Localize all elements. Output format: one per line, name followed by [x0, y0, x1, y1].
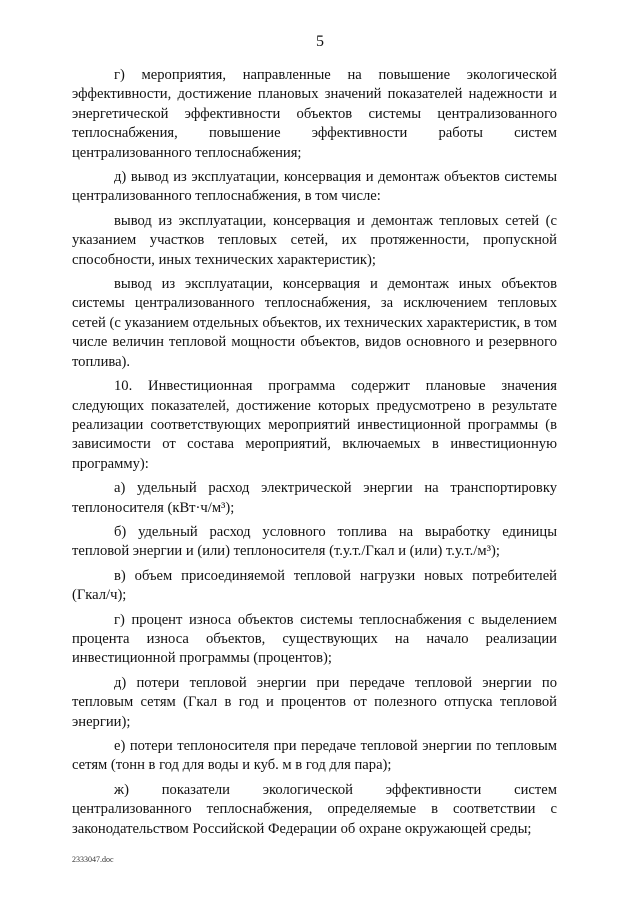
paragraph-decommission-other-objects: вывод из эксплуатации, консервация и демонтаж иных объектов системы централизованного теплоснабжения, за исключением тепловых сетей (с указанием отдельных объектов, их технических характеристик, в том числе величин тепловой мощности объектов, видов основного и резервного топлива).: [72, 276, 557, 370]
paragraph-10-investment-program: 10. Инвестиционная программа содержит плановые значения следующих показателей, достижение которых предусмотрено в результате реализации соответствующих мероприятий инвестиционной программы (в зависимости от состава мероприятий, включаемых в инвестиционную программу):: [72, 378, 557, 472]
paragraph-d-heat-losses: д) потери тепловой энергии при передаче тепловой энергии по тепловым сетям (Гкал в год и процентов от полезного отпуска тепловой энергии);: [72, 674, 557, 730]
paragraph-e-carrier-losses: е) потери теплоносителя при передаче тепловой энергии по тепловым сетям (тонн в год для воды и куб. м в год для пара);: [72, 738, 557, 774]
paragraph-decommission-networks: вывод из эксплуатации, консервация и демонтаж тепловых сетей (с указанием участков тепловых сетей, их протяженности, пропускной способности, иных технических характеристик);: [72, 212, 557, 268]
paragraph-d-decommission: д) вывод из эксплуатации, консервация и демонтаж объектов системы централизованного теплоснабжения, в том числе:: [72, 169, 557, 205]
paragraph-a-electricity: а) удельный расход электрической энергии на транспортировку теплоносителя (кВт·ч/м³);: [72, 480, 557, 516]
paragraph-g-wear: г) процент износа объектов системы теплоснабжения с выделением процента износа объектов, существующих на начало реализации инвестиционной программы (процентов);: [72, 611, 557, 667]
paragraph-b-fuel: б) удельный расход условного топлива на выработку единицы тепловой энергии и (или) теплоносителя (т.у.т./Гкал и (или) т.у.т./м³);: [72, 523, 557, 560]
paragraph-g-measures: г) мероприятия, направленные на повышение экологической эффективности, достижение плановых значений показателей надежности и энергетической эффективности объектов системы централизованного теплоснабжения, повышение эффективности работы систем централизованного теплоснабжения;: [72, 67, 557, 161]
document-body: [72, 66, 557, 844]
document-footer: 2333047.doc: [72, 855, 114, 864]
page-number: 5: [316, 33, 324, 50]
paragraph-zh-ecology: ж) показатели экологической эффективности систем централизованного теплоснабжения, определяемые в соответствии с законодательством Российской Федерации об охране окружающей среды;: [72, 781, 557, 837]
paragraph-v-load: в) объем присоединяемой тепловой нагрузки новых потребителей (Гкал/ч);: [72, 567, 557, 604]
